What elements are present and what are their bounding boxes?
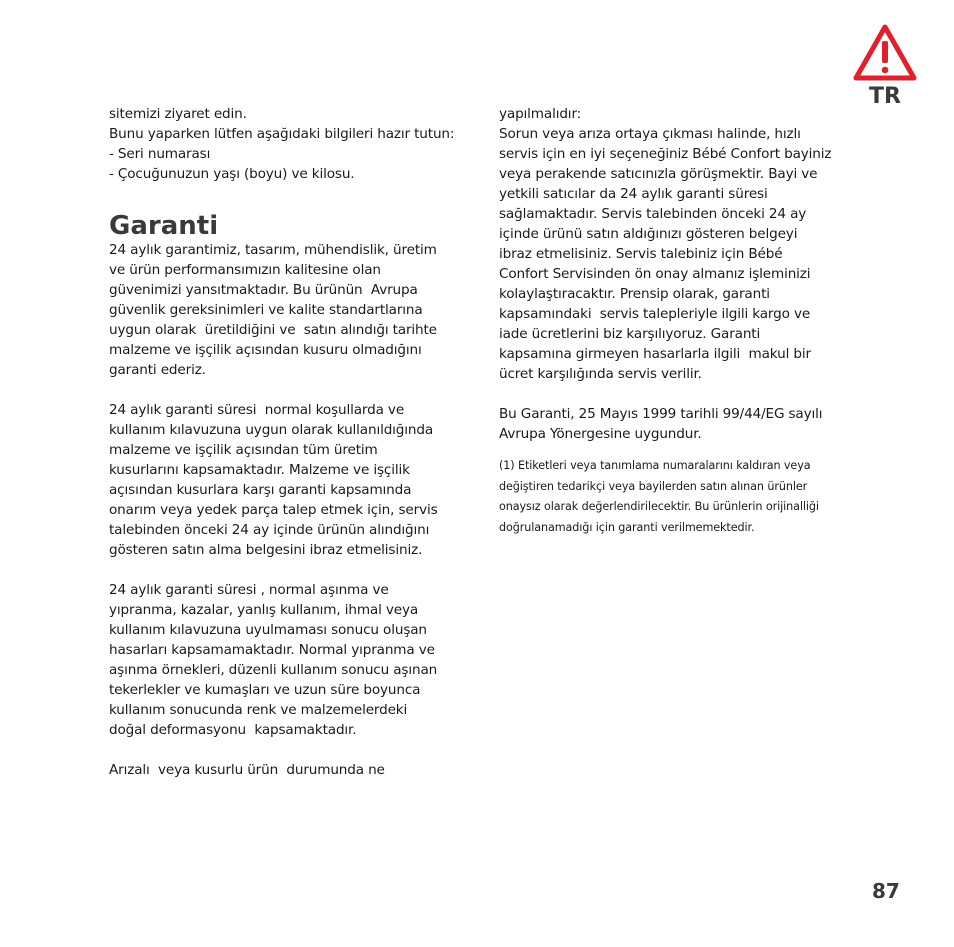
footnote	[499, 456, 859, 538]
text-line: yıpranma, kazalar, yanlış kullanım, ihmal veya	[109, 602, 419, 618]
text-line: tekerlekler ve kumaşları ve uzun süre boyunca	[109, 682, 421, 698]
text-line: ücret karşılığında servis verilir.	[499, 366, 702, 382]
text-line: servis için en iyi seçeneğiniz Bébé Confort bayiniz	[499, 146, 832, 162]
footnote-line: değiştiren tedarikçi veya bayilerden satın alınan ürünler	[499, 479, 808, 493]
text-line: malzeme ve işçilik açısından tüm üretim	[109, 442, 378, 458]
text-line: içinde ürünü satın aldığınızı gösteren belgeyi	[499, 226, 798, 242]
directive-paragraph	[499, 404, 859, 444]
warranty-paragraph-3	[109, 580, 469, 740]
text-line: malzeme ve işçilik açısından kusuru olmadığını	[109, 342, 422, 358]
text-line: uygun olarak üretildiğini ve satın alındığı tarihte	[109, 322, 437, 338]
text-line: 24 aylık garanti süresi , normal aşınma ve	[109, 582, 389, 598]
text-line: açısından kusurlara karşı garanti kapsamında	[109, 482, 412, 498]
text-line: güvenimizi yansıtmaktadır. Bu ürünün Avrupa	[109, 282, 418, 298]
text-line: Avrupa Yönergesine uygundur.	[499, 426, 702, 442]
text-line: kullanım kılavuzuna uygun olarak kullanıldığında	[109, 422, 434, 438]
text-line: Arızalı veya kusurlu ürün durumunda ne	[109, 762, 385, 778]
text-line: - Çocuğunuzun yaşı (boyu) ve kilosu.	[109, 166, 355, 182]
text-line: Bu Garanti, 25 Mayıs 1999 tarihli 99/44/EG sayılı	[499, 406, 823, 422]
footnote-line: (1) Etiketleri veya tanımlama numaralarını kaldıran veya	[499, 459, 811, 472]
text-line: hasarları kapsamamaktadır. Normal yıpranma ve	[109, 642, 435, 658]
text-line: 24 aylık garanti süresi normal koşullarda ve	[109, 402, 405, 418]
text-line: onarım veya yedek parça talep etmek için, servis	[109, 502, 438, 518]
text-line: kolaylaştıracaktır. Prensip olarak, garanti	[499, 286, 770, 302]
text-line: doğal deformasyonu kapsamaktadır.	[109, 722, 357, 738]
text-line: sağlamaktadır. Servis talebinden önceki 24 ay	[499, 206, 807, 222]
text-line: veya perakende satıcınızla görüşmektir. Bayi ve	[499, 166, 818, 182]
left-column	[109, 104, 469, 780]
warranty-paragraph-2	[109, 400, 469, 560]
text-line: Bunu yaparken lütfen aşağıdaki bilgileri hazır tutun:	[109, 126, 455, 142]
text-line: gösteren satın alma belgesini ibraz etmelisiniz.	[109, 542, 423, 558]
intro-block	[109, 104, 469, 184]
language-code: TR	[869, 84, 901, 109]
text-line: ve ürün performansımızın kalitesine olan	[109, 262, 381, 278]
text-line: kullanım kılavuzuna uyulmaması sonucu oluşan	[109, 622, 427, 638]
text-line: 24 aylık garantimiz, tasarım, mühendislik, üretim	[109, 242, 437, 258]
text-line: yapılmalıdır:	[499, 106, 582, 122]
warranty-paragraph-1	[109, 240, 469, 380]
text-line: kapsamına girmeyen hasarlarla ilgili makul bir	[499, 346, 811, 362]
text-line: aşınma örnekleri, düzenli kullanım sonucu aşınan	[109, 662, 438, 678]
text-line: kapsamındaki servis talepleriyle ilgili kargo ve	[499, 306, 811, 322]
text-line: talebinden önceki 24 ay içinde ürünün alındığını	[109, 522, 430, 538]
footnote-line: onaysız olarak değerlendirilecektir. Bu ürünlerin orijinalliği	[499, 500, 819, 513]
text-line: kullanım sonucunda renk ve malzemelerdeki	[109, 702, 408, 718]
text-line: sitemizi ziyaret edin.	[109, 106, 247, 122]
text-line: kusurlarını kapsamaktadır. Malzeme ve işçilik	[109, 462, 410, 478]
page-number: 87	[872, 879, 900, 903]
text-line: Sorun veya arıza ortaya çıkması halinde, hızlı	[499, 126, 801, 142]
text-line: garanti ederiz.	[109, 362, 206, 378]
text-line: yetkili satıcılar da 24 aylık garanti süresi	[499, 186, 768, 202]
footnote-line: doğrulanamadığı için garanti verilmemektedir.	[499, 520, 755, 534]
warranty-paragraph-4	[109, 760, 469, 780]
section-heading-garanti: Garanti	[109, 211, 219, 241]
text-line: iade ücretlerini biz karşılıyoruz. Garanti	[499, 326, 761, 342]
text-line: güvenlik gereksinimleri ve kalite standartlarına	[109, 302, 423, 318]
text-line: ibraz etmelisiniz. Servis talebiniz için Bébé	[499, 246, 783, 262]
text-line: Confort Servisinden ön onay almanız işleminizi	[499, 266, 811, 282]
service-paragraph	[499, 104, 859, 384]
warning-triangle-icon	[852, 23, 918, 83]
text-line: - Seri numarası	[109, 146, 211, 162]
right-column	[499, 104, 859, 538]
